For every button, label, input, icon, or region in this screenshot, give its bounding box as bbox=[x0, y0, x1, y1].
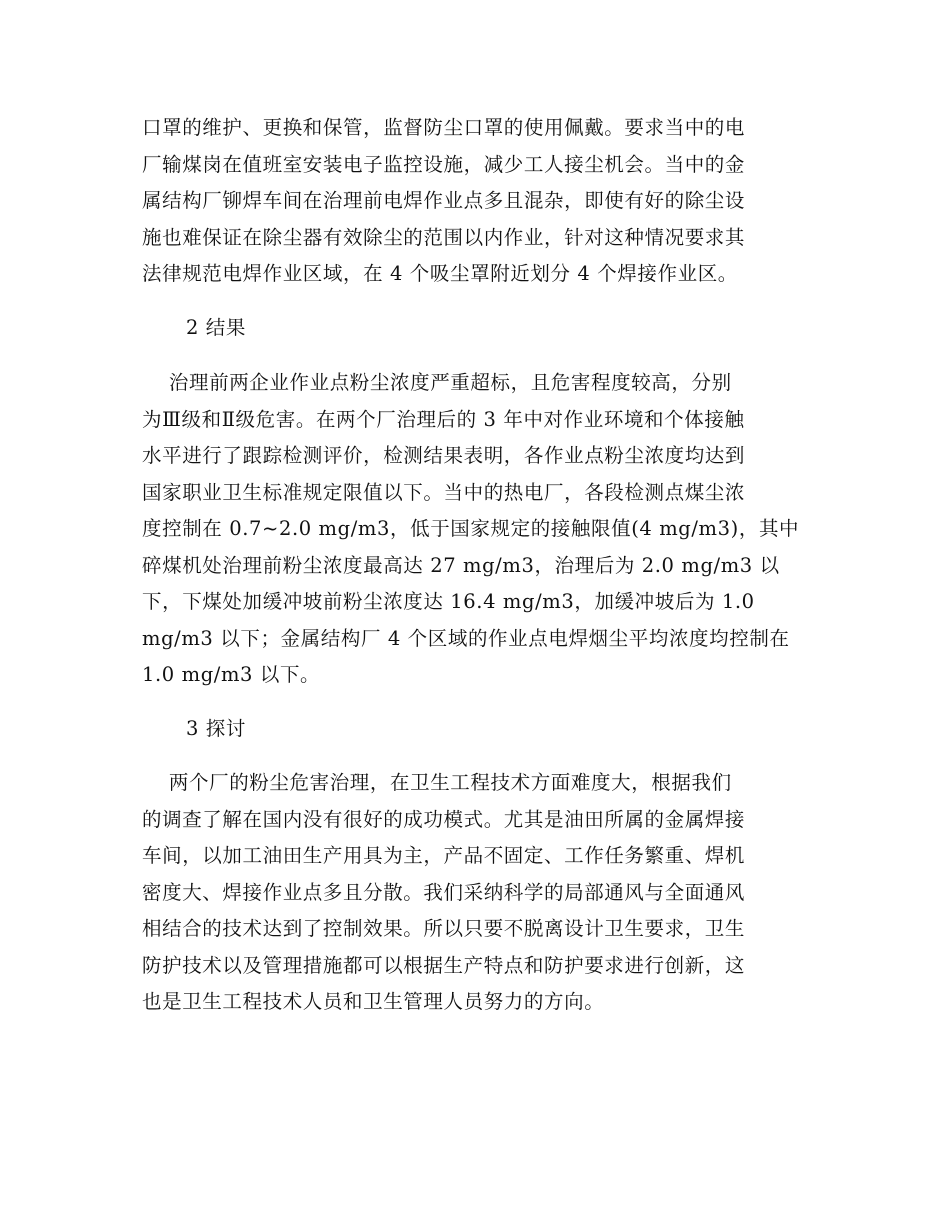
paragraph-line: 水平进行了跟踪检测评价，检测结果表明，各作业点粉尘浓度均达到 bbox=[142, 444, 746, 467]
paragraph-line: 碎煤机处治理前粉尘浓度最高达 27 mg/m3，治理后为 2.0 mg/m3 以 bbox=[142, 553, 780, 577]
paragraph-results bbox=[142, 365, 812, 694]
paragraph-line: 法律规范电焊作业区域，在 4 个吸尘罩附近划分 4 个焊接作业区。 bbox=[142, 262, 738, 285]
paragraph-line: 国家职业卫生标准规定限值以下。当中的热电厂，各段检测点煤尘浓 bbox=[142, 480, 746, 504]
paragraph-line: 口罩的维护、更换和保管，监督防尘口罩的使用佩戴。要求当中的电 bbox=[142, 116, 746, 139]
paragraph-measures bbox=[142, 110, 812, 293]
paragraph-line: 厂输煤岗在值班室安装电子监控设施，减少工人接尘机会。当中的金 bbox=[142, 152, 746, 176]
section-heading-results: 2 结果 bbox=[186, 316, 247, 339]
paragraph-line: 相结合的技术达到了控制效果。所以只要不脱离设计卫生要求，卫生 bbox=[142, 917, 746, 940]
paragraph-line: 下，下煤处加缓冲坡前粉尘浓度达 16.4 mg/m3，加缓冲坡后为 1.0 bbox=[142, 590, 755, 613]
paragraph-line: mg/m3 以下；金属结构厂 4 个区域的作业点电焊烟尘平均浓度均控制在 bbox=[142, 626, 790, 650]
paragraph-line: 施也难保证在除尘器有效除尘的范围以内作业，针对这种情况要求其 bbox=[142, 225, 746, 249]
paragraph-line: 密度大、焊接作业点多且分散。我们采纳科学的局部通风与全面通风 bbox=[142, 880, 746, 904]
paragraph-line: 为Ⅲ级和Ⅱ级危害。在两个厂治理后的 3 年中对作业环境和个体接触 bbox=[142, 407, 745, 431]
paragraph-line: 也是卫生工程技术人员和卫生管理人员努力的方向。 bbox=[142, 990, 605, 1013]
paragraph-line: 属结构厂铆焊车间在治理前电焊作业点多且混杂，即使有好的除尘设 bbox=[142, 189, 746, 212]
section-heading-discussion: 3 探讨 bbox=[186, 717, 247, 740]
paragraph-line: 防护技术以及管理措施都可以根据生产特点和防护要求进行创新，这 bbox=[142, 953, 746, 977]
paragraph-line: 的调查了解在国内没有很好的成功模式。尤其是油田所属的金属焊接 bbox=[142, 807, 746, 831]
paragraph-line: 两个厂的粉尘危害治理，在卫生工程技术方面难度大，根据我们 bbox=[142, 771, 732, 794]
paragraph-line: 治理前两企业作业点粉尘浓度严重超标，且危害程度较高，分别 bbox=[142, 371, 732, 394]
paragraph-discussion bbox=[142, 765, 812, 1021]
paragraph-line: 车间，以加工油田生产用具为主，产品不固定、工作任务繁重、焊机 bbox=[142, 844, 746, 867]
paragraph-line: 1.0 mg/m3 以下。 bbox=[142, 663, 321, 686]
paragraph-line: 度控制在 0.7~2.0 mg/m3，低于国家规定的接触限值(4 mg/m3)，其中 bbox=[142, 517, 800, 540]
